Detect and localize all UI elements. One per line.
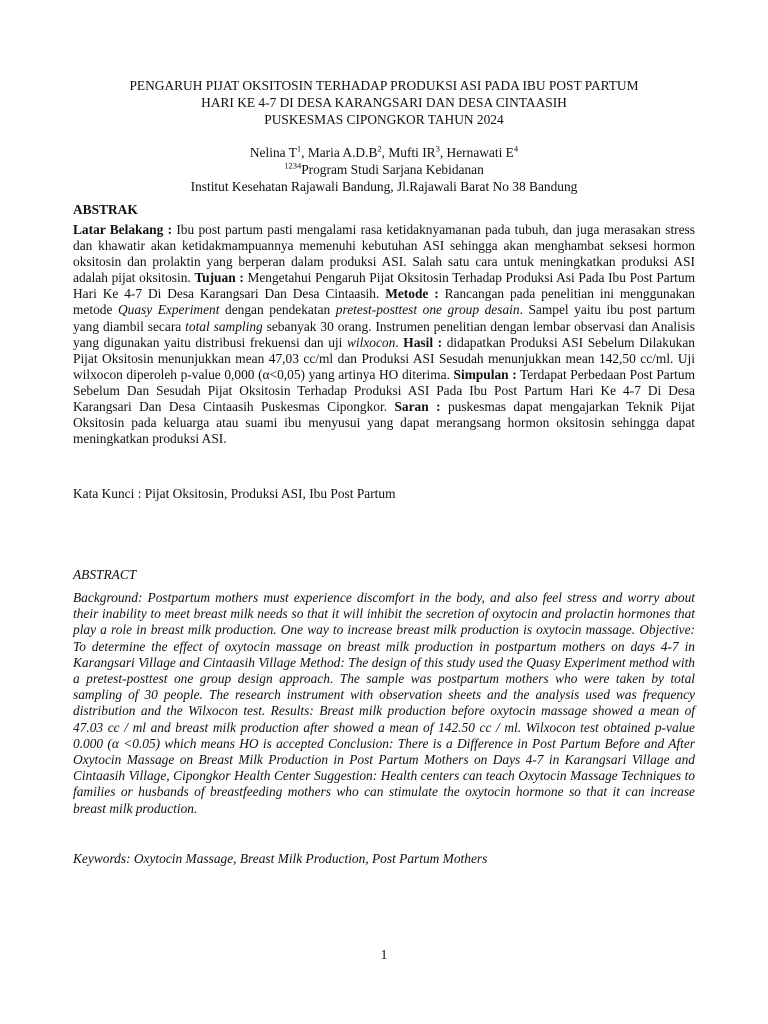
metode-text: Rancangan pada penelitian ini menggunakan metode bbox=[73, 286, 695, 318]
title-line-3: PUSKESMAS CIPONGKOR TAHUN 2024 bbox=[264, 112, 504, 127]
latar-label: Latar Belakang : bbox=[73, 222, 173, 237]
metode-text: . Sampel yaitu ibu post partum yang diambil secara bbox=[73, 302, 695, 334]
hasil-text: didapatkan Produksi ASI Sebelum Dilakukan Pijat Oksitosin menunjukkan mean 47,03 cc/ml dan Produksi ASI Sesudah menunjukkan mean 142,50 cc/ml. Uji wilxocon diperoleh p-value 0,000 (α<0,05) yang artinya HO diterima. bbox=[73, 334, 695, 382]
author-sep: , bbox=[439, 145, 447, 160]
affiliation-program bbox=[60, 161, 708, 178]
abstrak-body bbox=[73, 222, 695, 447]
simpulan-text: Terdapat Perbedaan Post Partum Sebelum Dan Sesudah Pijat Oksitosin Terhadap Produksi ASI Pada Ibu Post Partum Hari Ke 4-7 Di Desa Karangsari Dan Desa Cintaasih Puskesmas Cipongkor. bbox=[73, 366, 695, 415]
paper-title bbox=[60, 77, 708, 128]
tujuan-text: Mengetahui Pengaruh Pijat Oksitosin Terhadap Produksi Asi Pada Ibu Post Partum Hari Ke 4-7 Di Desa Karangsari Dan Desa Cintaasih. bbox=[73, 270, 695, 302]
author-2: Maria A.D.B bbox=[307, 145, 378, 160]
metode-label: Metode : bbox=[385, 286, 439, 302]
metode-italic: total sampling bbox=[185, 318, 263, 334]
tujuan-label: Tujuan : bbox=[194, 270, 244, 286]
metode-text: dengan pendekatan bbox=[219, 302, 336, 318]
affiliation-sup: 1234 bbox=[284, 160, 302, 171]
author-2-sup: 2 bbox=[377, 143, 382, 154]
metode-italic: wilxocon bbox=[346, 334, 396, 350]
latar-text: Ibu post partum pasti mengalami rasa ketidaknyamanan pada tubuh, dan juga merasakan stress dan khawatir akan ketidakmampuannya memenuhi kebutuhan ASI sehingga akan menghambat seksesi hormon oksitosin dan prolaktin yang berperan dalam produksi ASI. Salah satu cara untuk meningkatkan produksi ASI adalah pijat oksitosin. bbox=[73, 222, 695, 286]
title-line-1: PENGARUH PIJAT OKSITOSIN TERHADAP PRODUKSI ASI PADA IBU POST PARTUM bbox=[129, 78, 639, 93]
affiliation-institution: Institut Kesehatan Rajawali Bandung, Jl.Rajawali Barat No 38 Bandung bbox=[190, 179, 578, 194]
keywords-en: Keywords: Oxytocin Massage, Breast Milk Production, Post Partum Mothers bbox=[73, 851, 488, 866]
metode-text: . bbox=[395, 334, 404, 350]
saran-text: puskesmas dapat mengajarkan Teknik Pijat Oksitosin pada keluarga atau suami ibu menyusui yang dapat merangsang hormon oksitosin sehingga dapat meningkatkan produksi ASI. bbox=[73, 399, 695, 447]
abstract-body: Background: Postpartum mothers must experience discomfort in the body, and also feel stress and worry about their inability to meet breast milk needs so that it will inhibit the secretion of oxytocin and prolactin hormones that play a role in breast milk production. One way to increase breast milk production is oxytocin massage. Objective: To determine the effect of oxytocin massage on breast milk production in postpartum mothers on days 4-7 in Karangsari Village and Cintaasih Village Method: The design of this study used the Quasy Experiment method with a pretest-posttest one group design approach. The sample was postpartum mothers who were taken by total sampling of 30 people. The research instrument with observation sheets and the analysis used was frequency distribution and the Wilxocon test. Results: Breast milk production before oxytocin massage showed a mean of 47.03 cc / ml and breast milk production after showed a mean of 142.50 cc / ml. Wilxocon test obtained p-value 0.000 (α <0.05) which means HO is accepted Conclusion: There is a Difference in Post Partum Before and After Oxytocin Massage on Breast Milk Production in Post Partum Mothers on Days 4-7 in Karangsari Village and Cintaasih Village, Cipongkor Health Center Suggestion: Health centers can teach Oxytocin Massage Techniques to families or husbands of breastfeeding mothers who can stimulate the oxytocin hormone so that it can increase breast milk production. bbox=[73, 590, 695, 816]
abstrak-heading: ABSTRAK bbox=[73, 202, 138, 217]
saran-label: Saran : bbox=[394, 399, 441, 415]
abstract-heading: ABSTRACT bbox=[73, 567, 137, 582]
author-block bbox=[60, 144, 708, 195]
author-1-sup: 1 bbox=[296, 143, 302, 154]
hasil-label: Hasil : bbox=[403, 334, 443, 350]
author-3: Mufti IR bbox=[388, 145, 436, 160]
metode-italic: Quasy Experiment bbox=[117, 302, 220, 318]
author-sep: , bbox=[381, 145, 389, 160]
metode-text: sebanyak 30 orang. Instrumen penelitian dengan lembar observasi dan Analisis yang digunakan yaitu distribusi frekuensi dan uji bbox=[73, 318, 695, 350]
page-number: 1 bbox=[380, 947, 388, 962]
author-sep: , bbox=[301, 145, 308, 160]
author-4: Hernawati E bbox=[446, 145, 514, 160]
simpulan-label: Simpulan : bbox=[453, 366, 517, 382]
author-1: Nelina T bbox=[249, 145, 297, 160]
title-line-2: HARI KE 4-7 DI DESA KARANGSARI DAN DESA CINTAASIH bbox=[201, 95, 567, 110]
kata-kunci: Kata Kunci : Pijat Oksitosin, Produksi ASI, Ibu Post Partum bbox=[73, 486, 396, 501]
metode-italic: pretest-posttest one group desain bbox=[335, 302, 520, 318]
program-name: Program Studi Sarjana Kebidanan bbox=[301, 162, 484, 177]
author-4-sup: 4 bbox=[513, 143, 519, 154]
author-3-sup: 3 bbox=[435, 143, 440, 154]
author-list bbox=[60, 144, 708, 161]
